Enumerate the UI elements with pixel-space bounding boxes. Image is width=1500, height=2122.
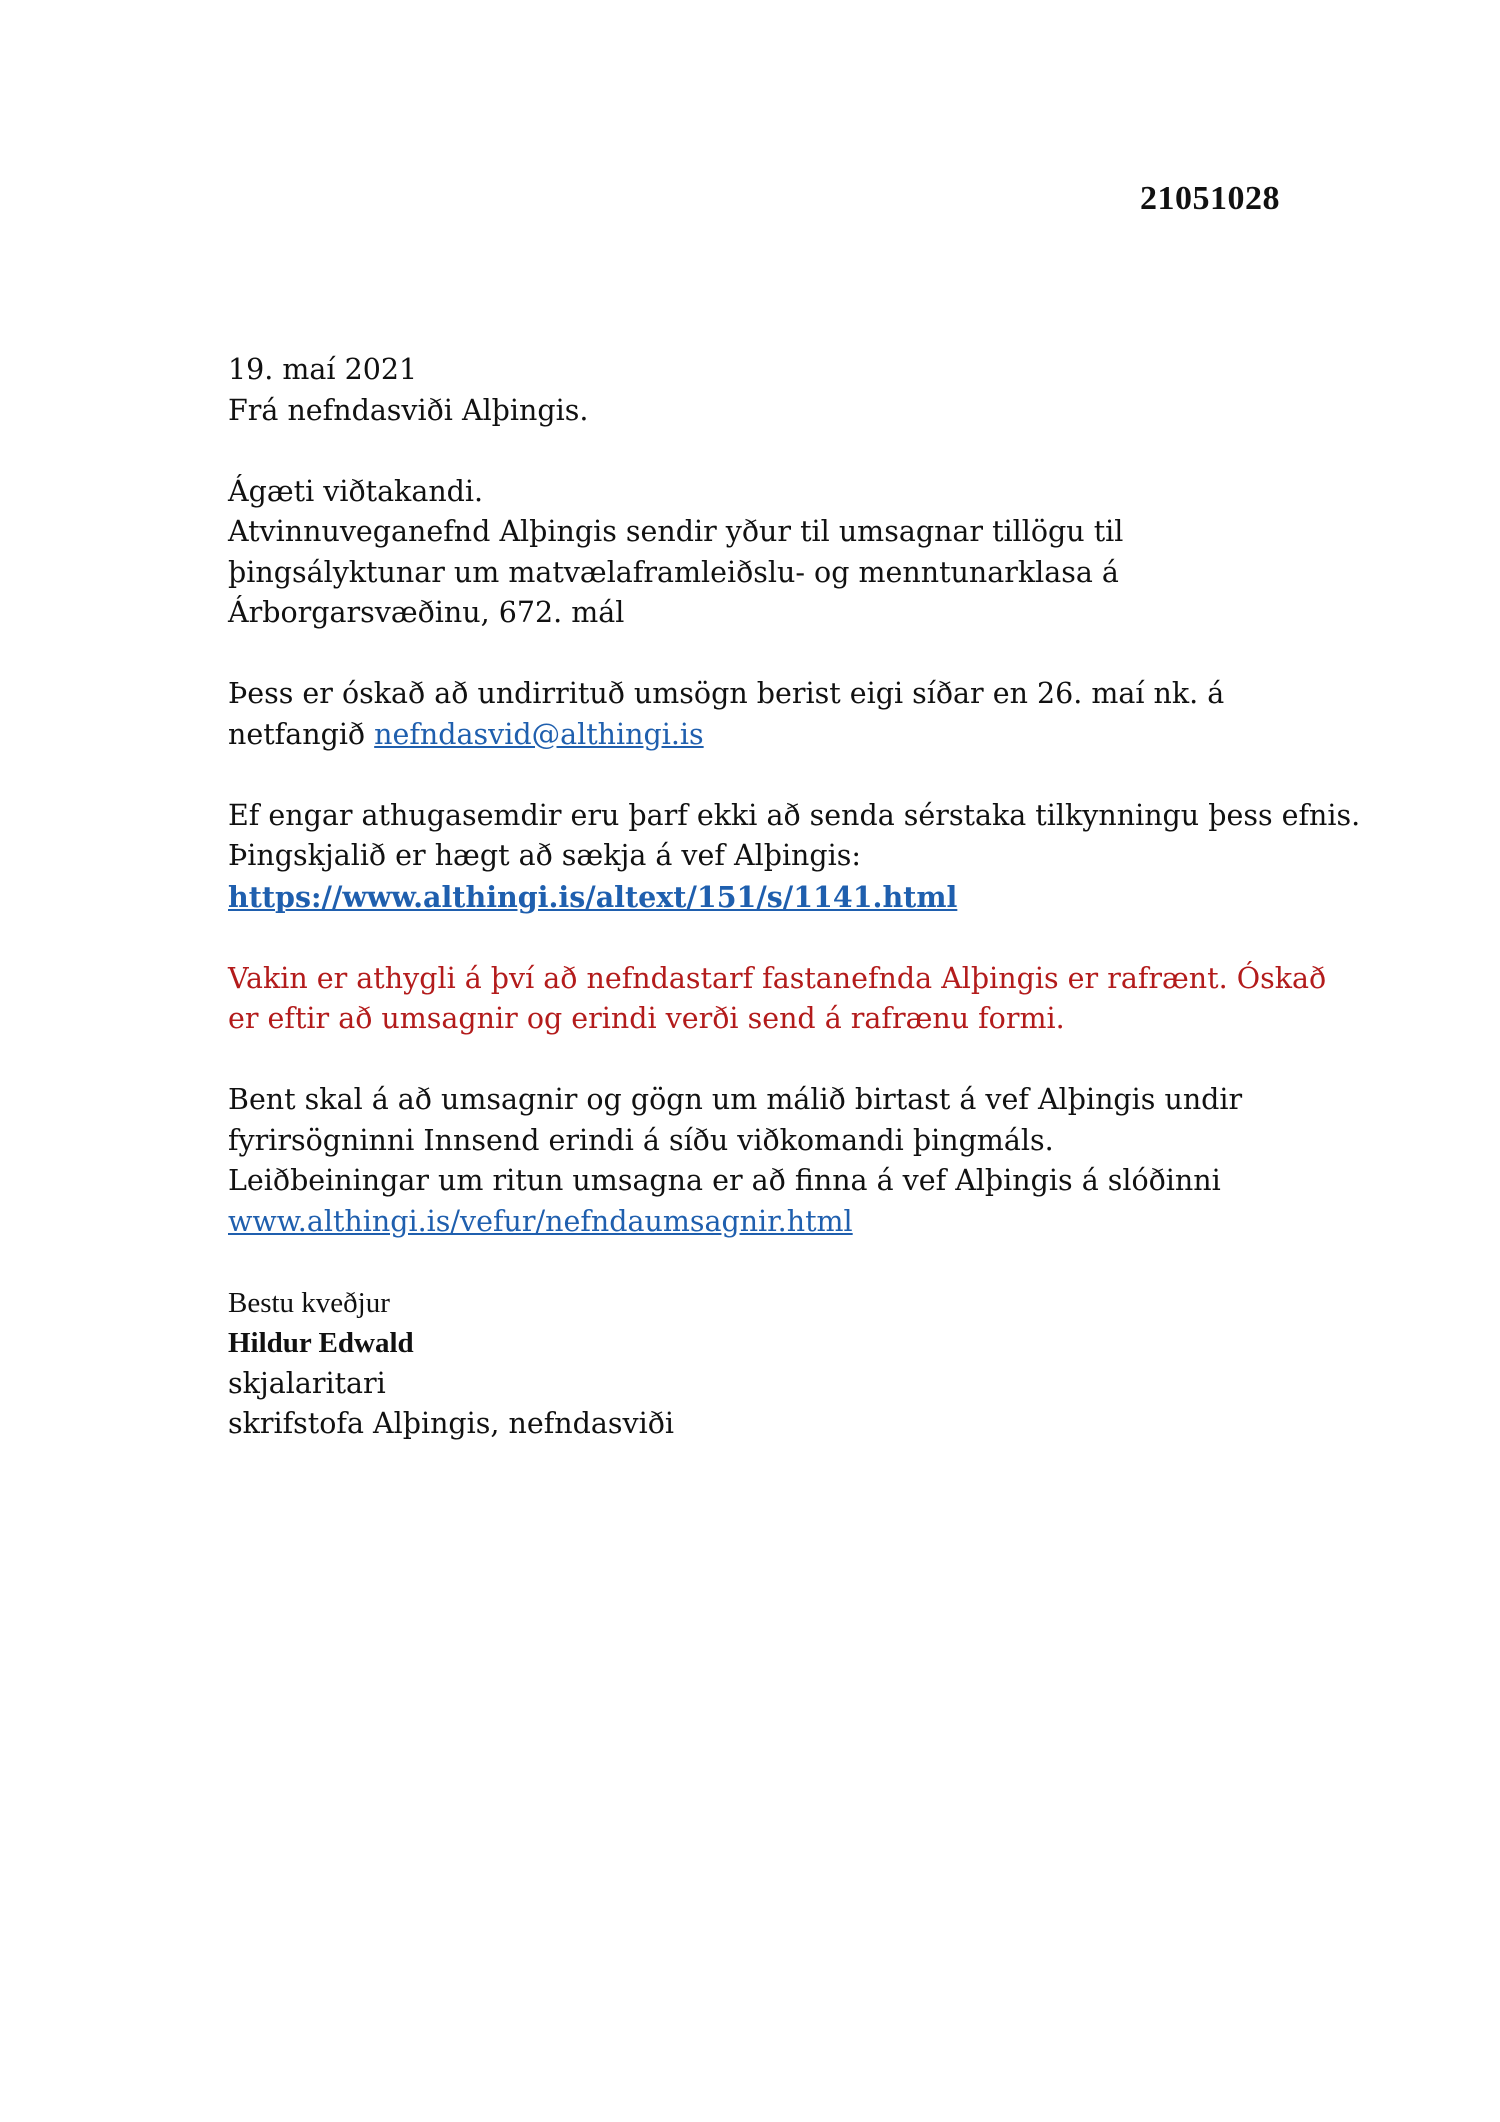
spacer bbox=[228, 431, 1308, 472]
email-link[interactable]: nefndasvid@althingi.is bbox=[374, 717, 704, 751]
intro-line-2: þingsályktunar um matvælaframleiðslu- og menntunarklasa á bbox=[228, 555, 1119, 589]
signer-office: skrifstofa Alþingis, nefndasviði bbox=[228, 1407, 675, 1440]
spacer bbox=[228, 755, 1308, 796]
guide-url-link[interactable]: www.althingi.is/vefur/nefndaumsagnir.html bbox=[228, 1204, 853, 1238]
publish-line-1: Bent skal á að umsagnir og gögn um málið birtast á vef Alþingis undir bbox=[228, 1083, 1243, 1116]
notice-line-2: er eftir að umsagnir og erindi verði send á rafrænu formi. bbox=[228, 1002, 1065, 1035]
no-comments-line: Ef engar athugasemdir eru þarf ekki að senda sérstaka tilkynningu þess efnis. bbox=[228, 798, 1361, 832]
document-url-line bbox=[228, 877, 1308, 919]
letter-date: 19. maí 2021 bbox=[228, 353, 418, 386]
signer-name: Hildur Edwald bbox=[228, 1327, 414, 1359]
publish-line-2: fyrirsögninni Innsend erindi á síðu viðkomandi þingmáls. bbox=[228, 1123, 1054, 1157]
intro-line-3: Árborgarsvæðinu, 672. mál bbox=[228, 596, 625, 629]
intro-line-1: Atvinnuveganefnd Alþingis sendir yður til umsagnar tillögu til bbox=[228, 515, 1124, 548]
spacer bbox=[228, 918, 1308, 959]
spacer bbox=[228, 1242, 1308, 1283]
deadline-line: Þess er óskað að undirrituð umsögn berist eigi síðar en 26. maí nk. á bbox=[228, 677, 1225, 710]
document-number: 21051028 bbox=[1140, 180, 1280, 217]
spacer bbox=[228, 1040, 1308, 1081]
guide-url-line bbox=[228, 1202, 1308, 1243]
letter-sender: Frá nefndasviði Alþingis. bbox=[228, 393, 589, 427]
document-line: Þingskjalið er hægt að sækja á vef Alþingis: bbox=[228, 839, 861, 872]
salutation: Ágæti viðtakandi. bbox=[228, 474, 484, 508]
email-prefix: netfangið bbox=[228, 717, 375, 751]
document-url-link[interactable]: https://www.althingi.is/altext/151/s/1141.html bbox=[228, 879, 958, 914]
email-line bbox=[228, 715, 1308, 756]
notice-line-1: Vakin er athygli á því að nefndastarf fastanefnda Alþingis er rafrænt. Óskað bbox=[228, 961, 1327, 995]
closing: Bestu kveðjur bbox=[228, 1286, 390, 1319]
publish-line-3: Leiðbeiningar um ritun umsagna er að finna á vef Alþingis á slóðinni bbox=[228, 1164, 1221, 1197]
spacer bbox=[228, 634, 1308, 675]
letter-body bbox=[228, 350, 1361, 1445]
signer-title: skjalaritari bbox=[228, 1366, 386, 1400]
